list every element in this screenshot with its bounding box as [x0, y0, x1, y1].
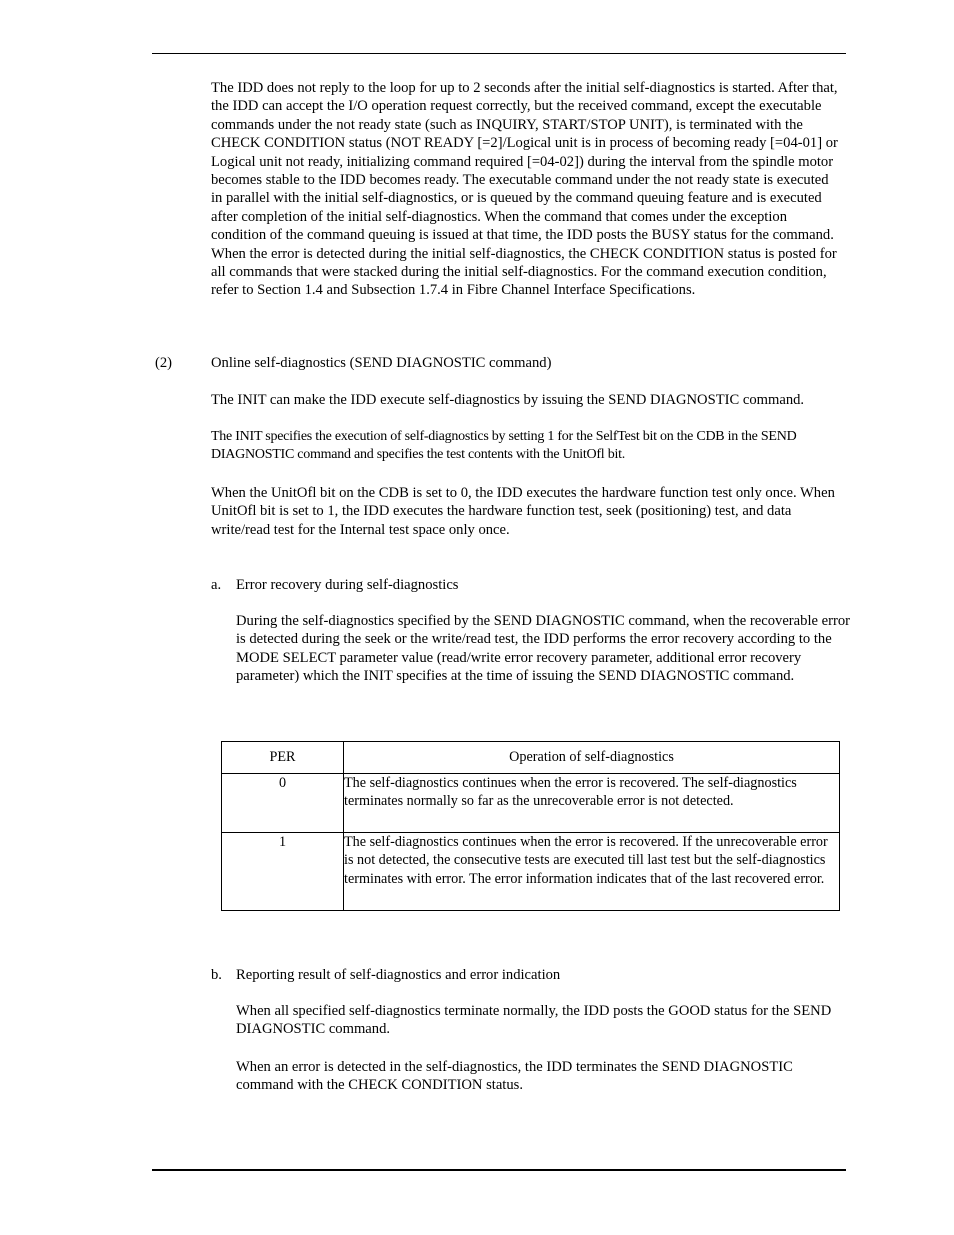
- subsection-b-body-good: When all specified self-diagnostics terminate normally, the IDD posts the GOOD status for the SEND DIAGNOSTIC command.: [236, 1003, 832, 1038]
- subsection-a-title: Error recovery during self-diagnostics: [236, 577, 459, 593]
- subsection-a-body: During the self-diagnostics specified by the SEND DIAGNOSTIC command, when the recoverable error is detected during the seek or the write/read test, the IDD performs the error recovery according to the MODE SELECT parameter value (read/write error recovery parameter, additional error recovery parameter) which the INIT specifies at the time of issuing the SEND DIAGNOSTIC command.: [236, 613, 850, 685]
- section-paragraph-init-execute: The INIT can make the IDD execute self-diagnostics by issuing the SEND DIAGNOSTIC command.: [211, 392, 805, 408]
- table-row: [222, 774, 840, 833]
- table-row: [222, 833, 840, 911]
- section-paragraph-unitofl: When the UnitOfl bit on the CDB is set to 0, the IDD executes the hardware function test only once. When UnitOfl bit is set to 1, the IDD executes the hardware function test, seek (positioning) test, and data write/read test for the Internal test space only once.: [211, 485, 835, 538]
- section-number: (2): [155, 355, 173, 371]
- header-rule: [152, 53, 846, 54]
- table-cell-per: 0: [222, 774, 344, 833]
- subsection-b-title: Reporting result of self-diagnostics and error indication: [236, 967, 561, 983]
- table-cell-operation: The self-diagnostics continues when the error is recovered. The self-diagnostics terminates normally so far as the unrecoverable error is not detected.: [344, 774, 840, 833]
- footer-rule: [152, 1169, 846, 1171]
- section-paragraph-init-specifies: The INIT specifies the execution of self-diagnostics by setting 1 for the SelfTest bit on the CDB in the SEND DIAGNOSTIC command and specifies the test contents with the UnitOfl bit.: [211, 429, 797, 463]
- table-header-per: PER: [222, 742, 344, 774]
- subsection-b-letter: b.: [211, 967, 222, 983]
- table-cell-operation: The self-diagnostics continues when the error is recovered. If the unrecoverable error is not detected, the consecutive tests are executed till last test but the self-diagnostics terminates with error. The error information indicates that of the last recovered error.: [344, 833, 840, 911]
- table-header-row: [222, 742, 840, 774]
- subsection-b-body-error: When an error is detected in the self-diagnostics, the IDD terminates the SEND DIAGNOSTIC command with the CHECK CONDITION status.: [236, 1059, 793, 1094]
- intro-paragraph: The IDD does not reply to the loop for up to 2 seconds after the initial self-diagnostics is started. After that, the IDD can accept the I/O operation request correctly, but the received command, except the executable commands under the not ready state (such as INQUIRY, START/STOP UNIT), is terminated with the CHECK CONDITION status (NOT READY [=2]/Logical unit is in process of becoming ready [=04-01] or Logical unit not ready, initializing command required [=04-02]) during the interval from the spindle motor becomes stable to the IDD becomes ready. The executable command under the not ready state is executed in parallel with the initial self-diagnostics, or is queued by the command queuing feature and is executed after completion of the initial self-diagnostics. When the command that comes under the exception condition of the command queuing is issued at that time, the IDD posts the BUSY status for the command. When the error is detected during the initial self-diagnostics, the CHECK CONDITION status is posted for all commands that were stacked during the initial self-diagnostics. For the command execution condition, refer to Section 1.4 and Subsection 1.7.4 in Fibre Channel Interface Specifications.: [211, 80, 838, 299]
- section-title: Online self-diagnostics (SEND DIAGNOSTIC command): [211, 355, 552, 371]
- table-cell-per: 1: [222, 833, 344, 911]
- per-operation-table: [221, 741, 840, 911]
- subsection-a-letter: a.: [211, 577, 222, 593]
- table-header-operation: Operation of self-diagnostics: [344, 742, 840, 774]
